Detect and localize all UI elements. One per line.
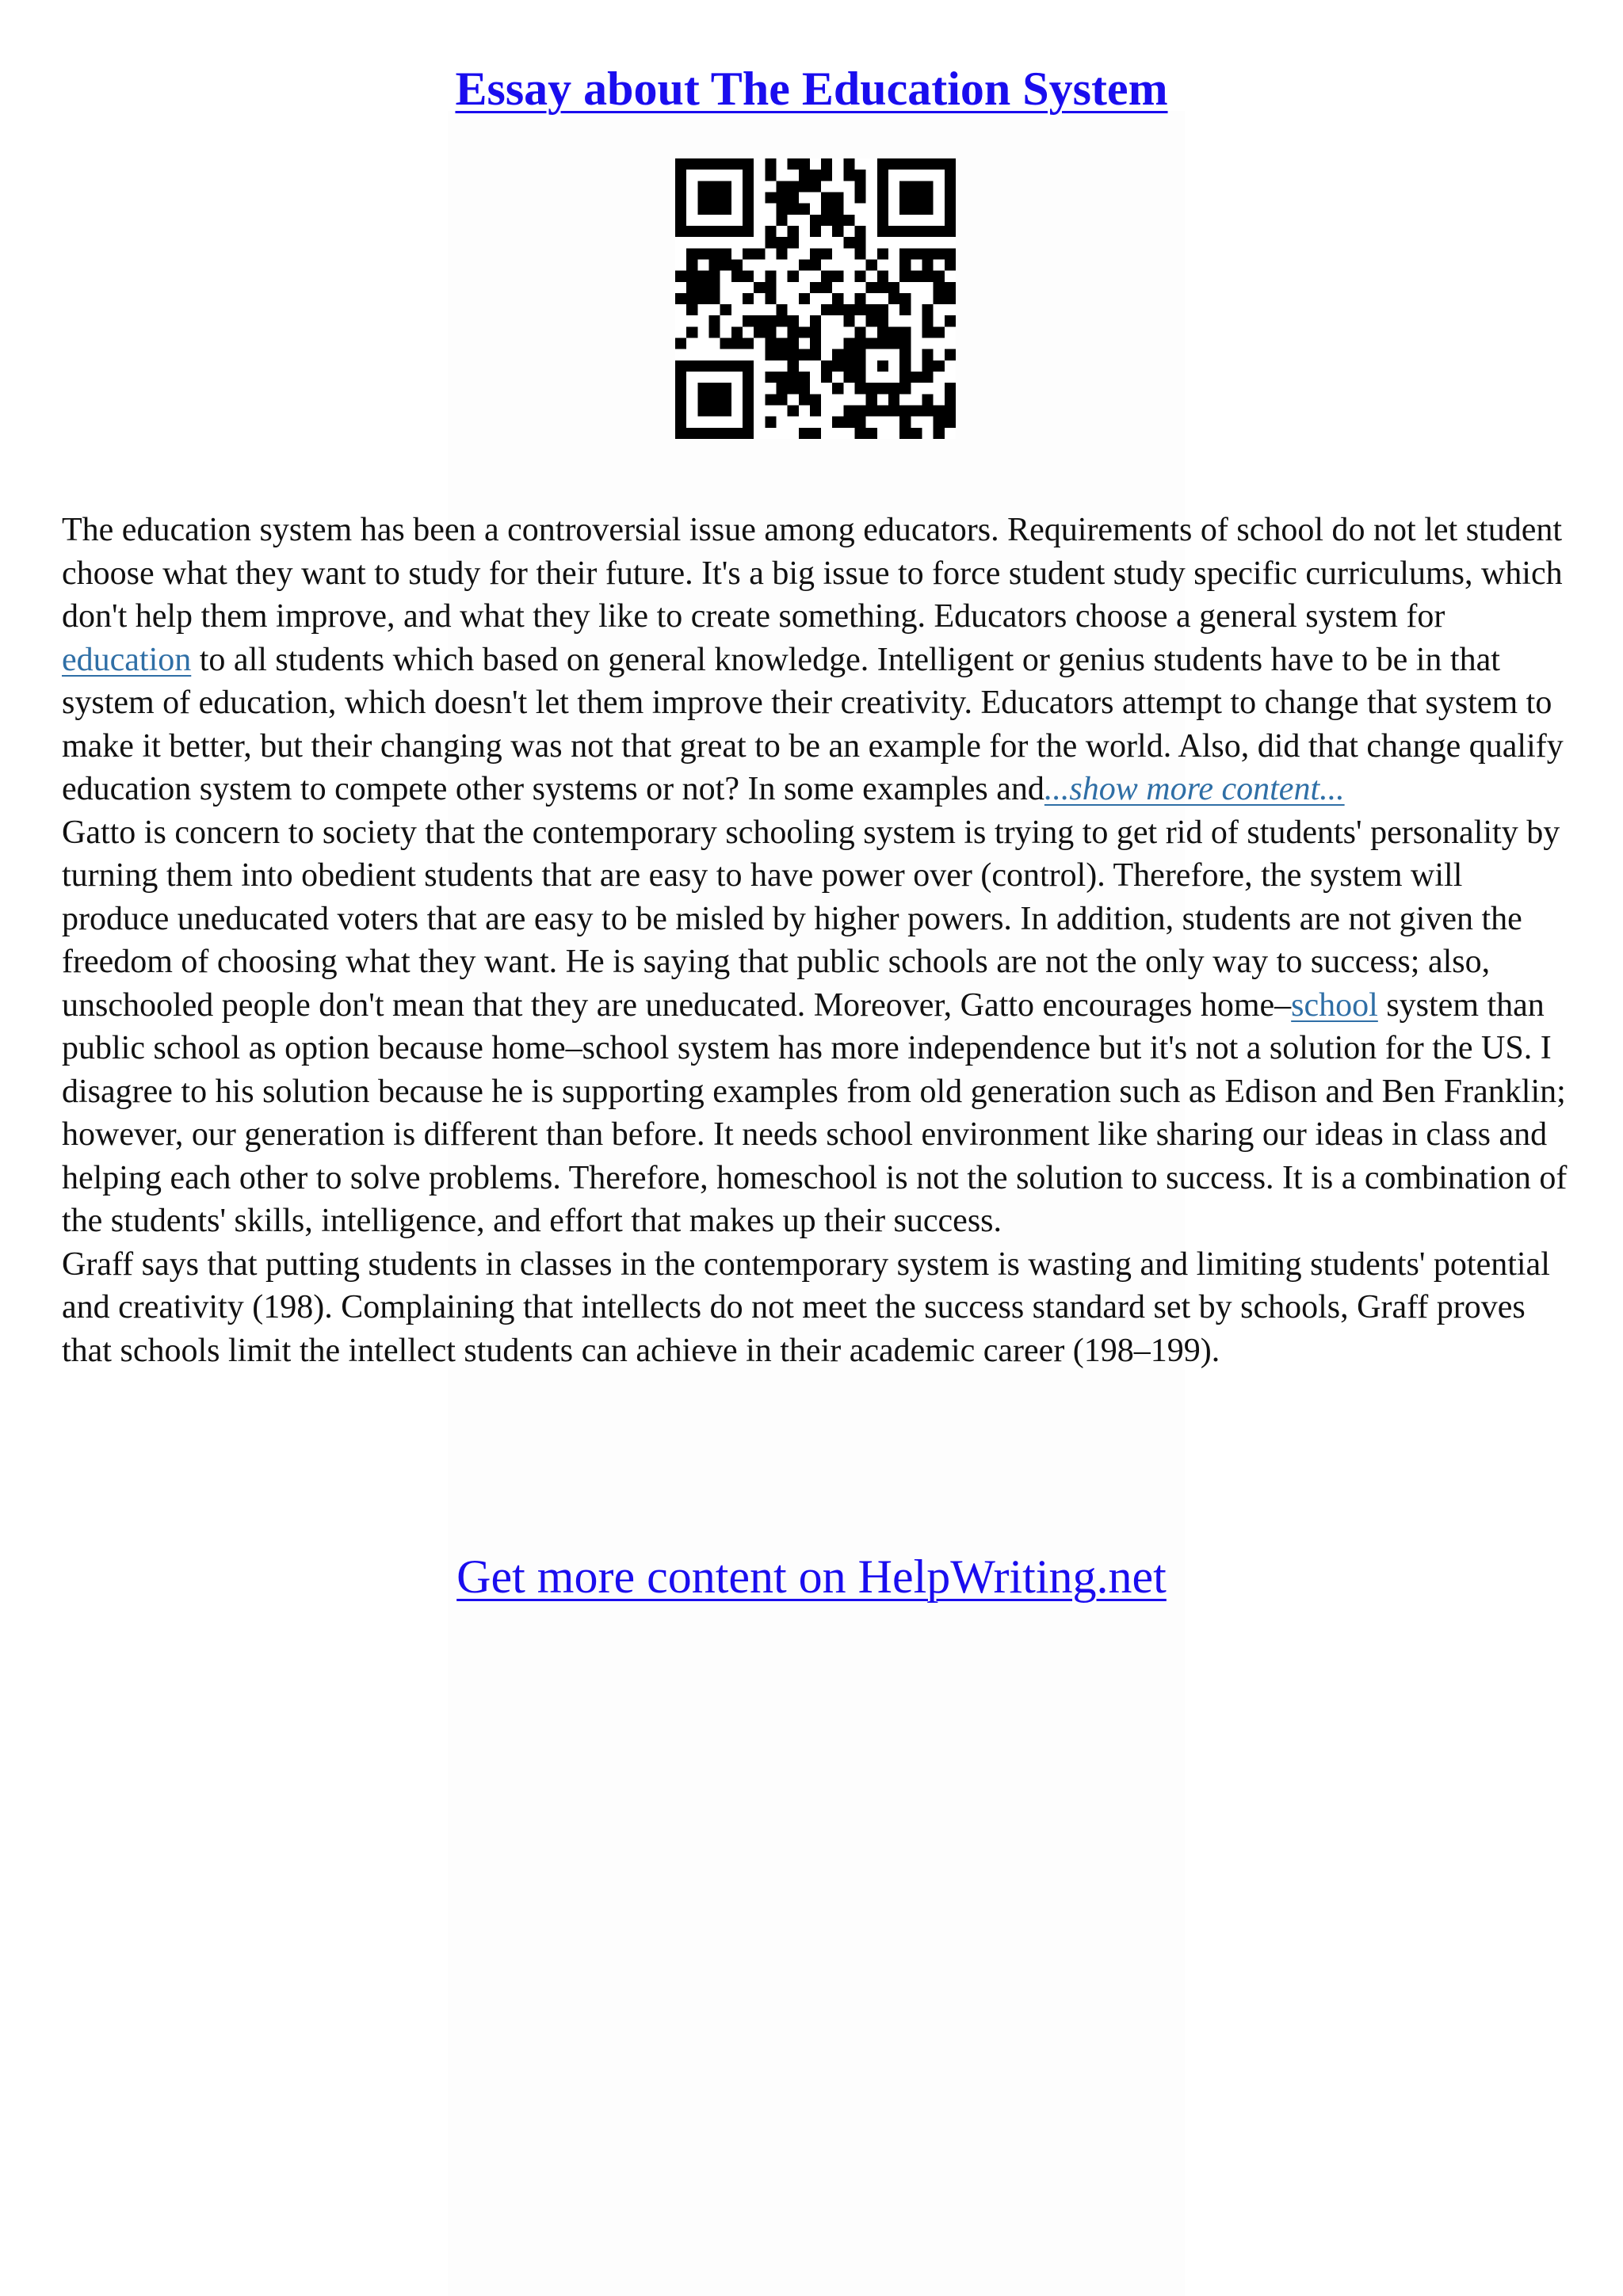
essay-paragraph-3: Graff says that putting students in classes in the contemporary system is wasting and limiting students' potential and creativity (198). Complaining that intellects do not meet the success standard set by schools, Graff proves that schools limit the intellect students can achieve in their academic career (198–199). [62, 1245, 1550, 1369]
document-title [0, 57, 1623, 120]
title-link[interactable]: Essay about The Education System [455, 63, 1168, 115]
paragraph-2-text-before: Gatto is concern to society that the contemporary schooling system is trying to get rid of students' personality by turning them into obedient students that are easy to have power over (control). Therefore, the system will produce uneducated voters that are easy to be misled by higher powers. In addition, students are not given the freedom of choosing what they want. He is saying that public schools are not the only way to success; also, unschooled people don't mean that they are uneducated. Moreover, Gatto encourages home– [62, 814, 1560, 1024]
get-more-content-link[interactable]: Get more content on HelpWriting.net [456, 1550, 1167, 1603]
paragraph-2-text-after: system than public school as option because home–school system has more independence but it's not a solution for the US. I disagree to his solution because he is supporting examples from old generation such as Edison and Ben Franklin; however, our generation is different than before. It needs school environment like sharing our ideas in class and helping each other to solve problems. Therefore, homeschool is not the solution to success. It is a combination of the students' skills, intelligence, and effort that makes up their success. [62, 986, 1568, 1239]
essay-paragraph-2 [62, 811, 1571, 1243]
paragraph-1-text-after: to all students which based on general knowledge. Intelligent or genius students have to be in that system of education, which doesn't let them improve their creativity. Educators attempt to change that system to make it better, but their changing was not that great to be an example for the world. Also, did that change qualify education system to compete other systems or not? In some examples and [62, 641, 1564, 807]
qr-code-graphic [675, 158, 956, 439]
education-link[interactable]: education [62, 641, 192, 678]
paragraph-1-text-before: The education system has been a controversial issue among educators. Requirements of school do not let student choose what they want to study for their future. It's a big issue to force student study specific curriculums, which don't help them improve, and what they like to create something. Educators choose a general system for [62, 512, 1563, 635]
footer [0, 1545, 1623, 1608]
essay-body [62, 509, 1571, 1372]
show-more-content-link[interactable]: ...show more content... [1044, 771, 1345, 807]
essay-paragraph-1 [62, 509, 1571, 811]
qr-code-icon [675, 158, 956, 439]
school-link[interactable]: school [1291, 986, 1378, 1024]
